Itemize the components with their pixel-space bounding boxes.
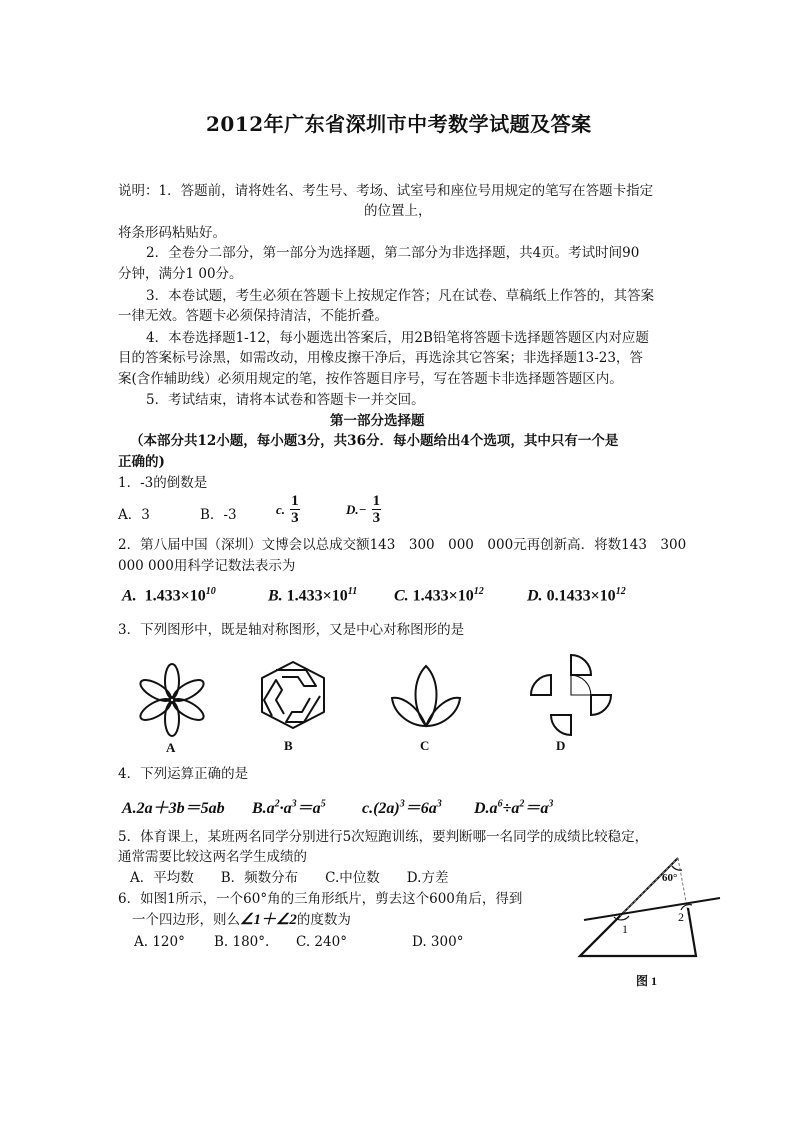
q4-option-a: A.2a＋3b＝5ab: [122, 800, 225, 817]
q1-stem: 1．-3的倒数是: [118, 475, 208, 491]
q6-figure-label-1: 1: [622, 922, 628, 936]
q6-stem: 一个四边形，则么∠1＋∠2的度数为: [132, 912, 351, 928]
q6-figure-label-2: 2: [678, 910, 684, 924]
q6-option-b: B. 180°.: [214, 934, 270, 950]
q2-option-b: B. $1.433\times 10^{11}$: [268, 586, 358, 605]
q3-stem: 3．下列图形中，既是轴对称图形，又是中心对称图形的是: [118, 622, 465, 638]
q1-d-prefix: D.−: [346, 502, 367, 517]
q1-d-fraction: $\frac{1}{3}$: [372, 493, 381, 526]
q6-figure-caption: 图 1: [636, 974, 658, 988]
q6-option-c: C. 240°: [296, 934, 347, 950]
q1-c-prefix: c.: [276, 502, 286, 517]
q3-figure-d: [528, 652, 614, 738]
q4-option-c: $c.(2a)^3=6a^3$: [362, 798, 442, 817]
q1-option-c: [276, 493, 300, 526]
instruction-line: 的位置上，: [364, 203, 432, 219]
page-title: 2012年广东省深圳市中考数学试题及答案: [206, 112, 592, 136]
q4-stem: 4．下列运算正确的是: [118, 766, 249, 782]
instruction-line: 2．全卷分二部分，第一部分为选择题，第二部分为非选择题，共4页。考试时间90: [146, 245, 640, 261]
q3-figure-c: [388, 658, 464, 734]
q5-stem: 5．体育课上，某班两名同学分别进行5次短跑训练，要判断哪一名同学的成绩比较稳定，: [118, 829, 649, 845]
instruction-line: 一律无效。答题卡必须保持清洁，不能折叠。: [118, 308, 388, 324]
instruction-line: 分钟，满分1 00分。: [118, 266, 243, 282]
instruction-line: 目的答案标号涂黑，如需改动，用橡皮擦干净后，再选涂其它答案；非选择题13-23，答: [118, 350, 643, 366]
instruction-line: 将条形码粘贴好。: [118, 225, 226, 241]
q3-figure-a: [132, 660, 212, 740]
q6-figure-angle-label: 60°: [662, 872, 678, 884]
q1-c-fraction: $\frac{1}{3}$: [291, 493, 299, 526]
q3-label-b: B: [284, 738, 293, 753]
instruction-line: 3．本卷试题，考生必须在答题卡上按规定作答；凡在试卷、草稿纸上作答的，其答案: [146, 288, 655, 304]
q6-option-a: A. 120°: [134, 934, 185, 950]
section-heading: 第一部分选择题: [330, 413, 425, 429]
q4-option-b: $B.a^2\cdot a^3=a^5$: [252, 798, 326, 817]
q2-stem: 000 000用科学记数法表示为: [118, 558, 296, 574]
instruction-line: 4．本卷选择题1-12，每小题选出答案后，用2B铅笔将答题卡选择题答题区内对应题: [146, 330, 649, 346]
q2-option-a: A. $1.433\times 10^{10}$: [122, 586, 216, 605]
q1-option-a: A．3: [118, 507, 150, 523]
q3-figure-b: [258, 658, 328, 732]
q6-option-d: D. 300°: [412, 934, 464, 950]
q2-stem: 2．第八届中国（深圳）文博会以总成交额143 300 000 000元再创新高．将数143 300: [118, 537, 687, 553]
q3-label-a: A: [166, 740, 176, 755]
q4-option-d: $D.a^6\div a^2=a^3$: [474, 798, 554, 817]
instruction-line: 案(含作辅助线）必须用规定的笔，按作答题目序号，写在答题卡非选择题答题区内。: [118, 371, 623, 387]
q2-option-c: C. $1.433\times 10^{12}$: [394, 586, 484, 605]
q6-stem: 6．如图1所示，一个60°角的三角形纸片，剪去这个600角后，得到: [118, 891, 523, 907]
instruction-line: 说明：1．答题前，请将姓名、考生号、考场、试室号和座位号用规定的笔写在答题卡指定: [118, 183, 654, 199]
instruction-line: 5．考试结束，请将本试卷和答题卡一并交回。: [146, 392, 425, 408]
q5-options: A．平均数 B．频数分布 C.中位数 D.方差: [130, 870, 449, 886]
q3-label-d: D: [556, 738, 566, 753]
q1-option-b: B．-3: [200, 507, 237, 523]
q1-option-d: [346, 493, 381, 526]
q3-label-c: C: [420, 738, 430, 753]
q2-option-d: D. $0.1433\times 10^{12}$: [527, 586, 626, 605]
q5-stem: 通常需要比较这两名学生成绩的: [118, 849, 307, 865]
section-note: （本部分共12小题，每小题3分，共36分．每小题给出4个选项，其中只有一个是: [130, 433, 619, 449]
section-note: 正确的): [118, 454, 165, 470]
